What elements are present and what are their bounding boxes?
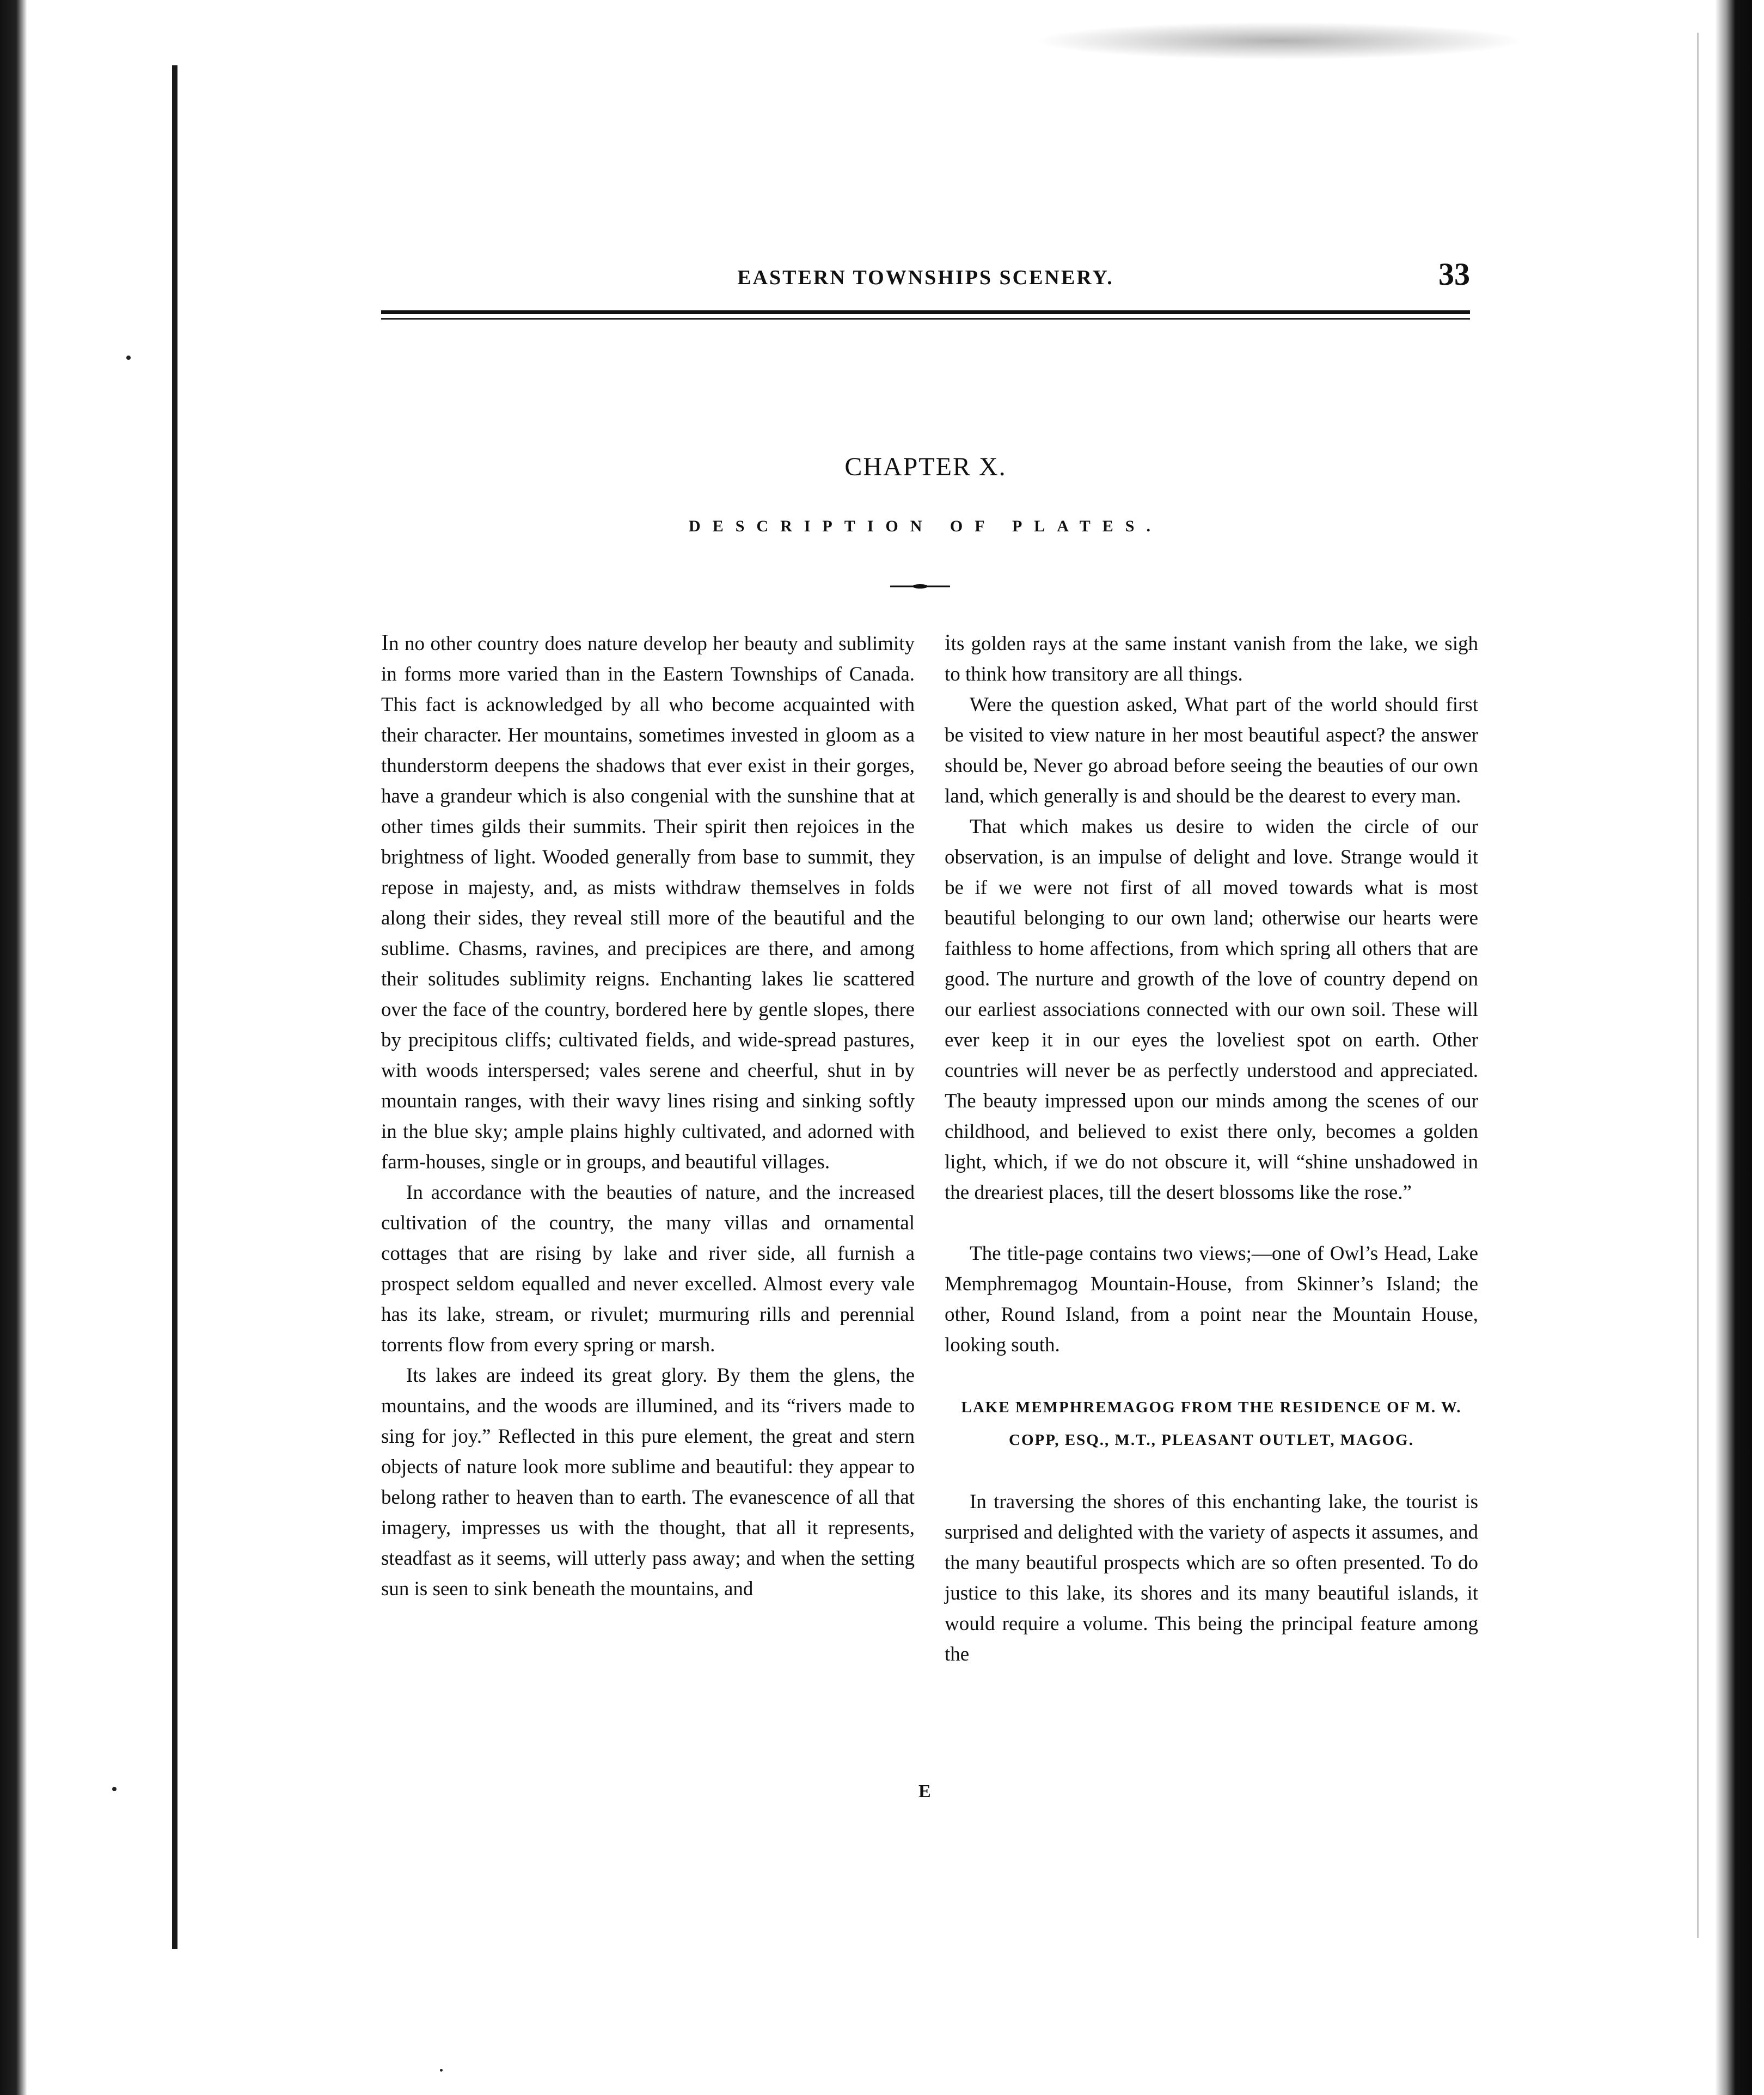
- header-rule-thick: [381, 310, 1470, 314]
- scan-smudge: [1034, 22, 1524, 60]
- chapter-subtitle: DESCRIPTION OF PLATES.: [689, 517, 1162, 535]
- paragraph: In no other country does nature develop her beauty and sublimity in forms more varied than in the Eastern Townships of Canada. This fact is acknowledged by all who become acquainted with their character. Her mountains, sometimes invested in gloom as a thunderstorm deepens the shadows that ever exist in their gorges, have a grandeur which is also congenial with the sunshine that at other times gilds their summits. Their spirit then rejoices in the brightness of light. Wooded generally from base to summit, they repose in majesty, and, as mists withdraw themselves in folds along their sides, they reveal still more of the beautiful and the sublime. Chasms, ravines, and precipices are there, and among their solitudes sublimity reigns. Enchanting lakes lie scattered over the face of the country, bordered here by gentle slopes, there by precipitous cliffs; cultivated fields, and wide-spread pastures, with woods interspersed; vales serene and cheerful, shut in by mountain ranges, with their wavy lines rising and sinking softly in the blue sky; ample plains highly cultivated, and adorned with farm-houses, single or in groups, and beautiful villages.: [381, 630, 915, 1173]
- page-number: 33: [1438, 256, 1470, 292]
- running-head-title: EASTERN TOWNSHIPS SCENERY.: [737, 266, 1114, 289]
- paragraph: That which makes us desire to widen the circle of our observation, is an impulse of delight and love. Strange would it be if we were not first of all moved towards what is most beautiful belonging to our own land; otherwise our hearts were faithless to home affections, from which spring all others that are good. The nurture and growth of the love of country depend on our earliest associations connected with our own soil. These will ever keep it in our eyes the loveliest spot on earth. Other countries will never be as perfectly understood and appreciated. The beauty impressed upon our minds among the scenes of our childhood, and believed to exist there only, becomes a golden light, which, if we do not obscure it, will “shine unshadowed in the dreariest places, till the desert blossoms like the rose.”: [945, 816, 1478, 1204]
- paragraph: Were the question asked, What part of the world should first be visited to view nature in her most beautiful aspect? the answer should be, Never go abroad before seeing the beauties of our own land, which generally is and should be the dearest to every man.: [945, 694, 1478, 807]
- page-edge-right: [1715, 0, 1752, 2095]
- scan-speck: [440, 2069, 443, 2072]
- paragraph: Its lakes are indeed its great glory. By them the glens, the mountains, and the woods are illumined, and its “rivers made to sing for joy.” Reflected in this pure element, the great and stern objects of nature look more sublime and beautiful: they appear to belong rather to heaven than to earth. The evanescence of all that imagery, impresses us with the thought, that all it represents, steadfast as it seems, will utterly pass away; and when the setting sun is seen to sink beneath the mountains, and: [381, 1364, 915, 1600]
- page-edge-left: [172, 65, 177, 1949]
- scan-speck: [126, 356, 131, 360]
- running-head: [381, 256, 1470, 305]
- paragraph: its golden rays at the same instant vanish from the lake, we sigh to think how transitory are all things.: [945, 630, 1478, 685]
- page-inner-shadow: [1697, 33, 1699, 1938]
- scan-speck: [112, 1787, 117, 1791]
- left-column: [381, 628, 915, 1604]
- plate-heading-line2: COPP, ESQ., M.T., PLEASANT OUTLET, MAGOG.: [1009, 1431, 1414, 1449]
- plate-heading-line1: LAKE MEMPHREMAGOG FROM THE RESIDENCE OF M. W.: [961, 1399, 1462, 1416]
- ornament-divider: [890, 584, 950, 589]
- paragraph: In accordance with the beauties of nature, and the increased cultivation of the country, the many villas and ornamental cottages that are rising by lake and river side, all furnish a prospect seldom equalled and never excelled. Almost every vale has its lake, stream, or rivulet; murmuring rills and perennial torrents flow from every spring or marsh.: [381, 1181, 915, 1356]
- header-rule-thin: [381, 318, 1470, 320]
- chapter-heading: CHAPTER X.: [844, 452, 1007, 481]
- signature-mark: E: [918, 1781, 931, 1802]
- paragraph: In traversing the shores of this enchanting lake, the tourist is surprised and delighted with the variety of aspects it assumes, and the many beautiful prospects which are so often presented. To do justice to this lake, its shores and its many beautiful islands, it would require a volume. This being the principal feature among the: [945, 1491, 1478, 1665]
- paragraph: The title-page contains two views;—one of Owl’s Head, Lake Memphremagog Mountain-House, from Skinner’s Island; the other, Round Island, from a point near the Mountain House, looking south.: [945, 1242, 1478, 1356]
- right-column: [945, 628, 1478, 1670]
- scan-left-edge: [0, 0, 27, 2095]
